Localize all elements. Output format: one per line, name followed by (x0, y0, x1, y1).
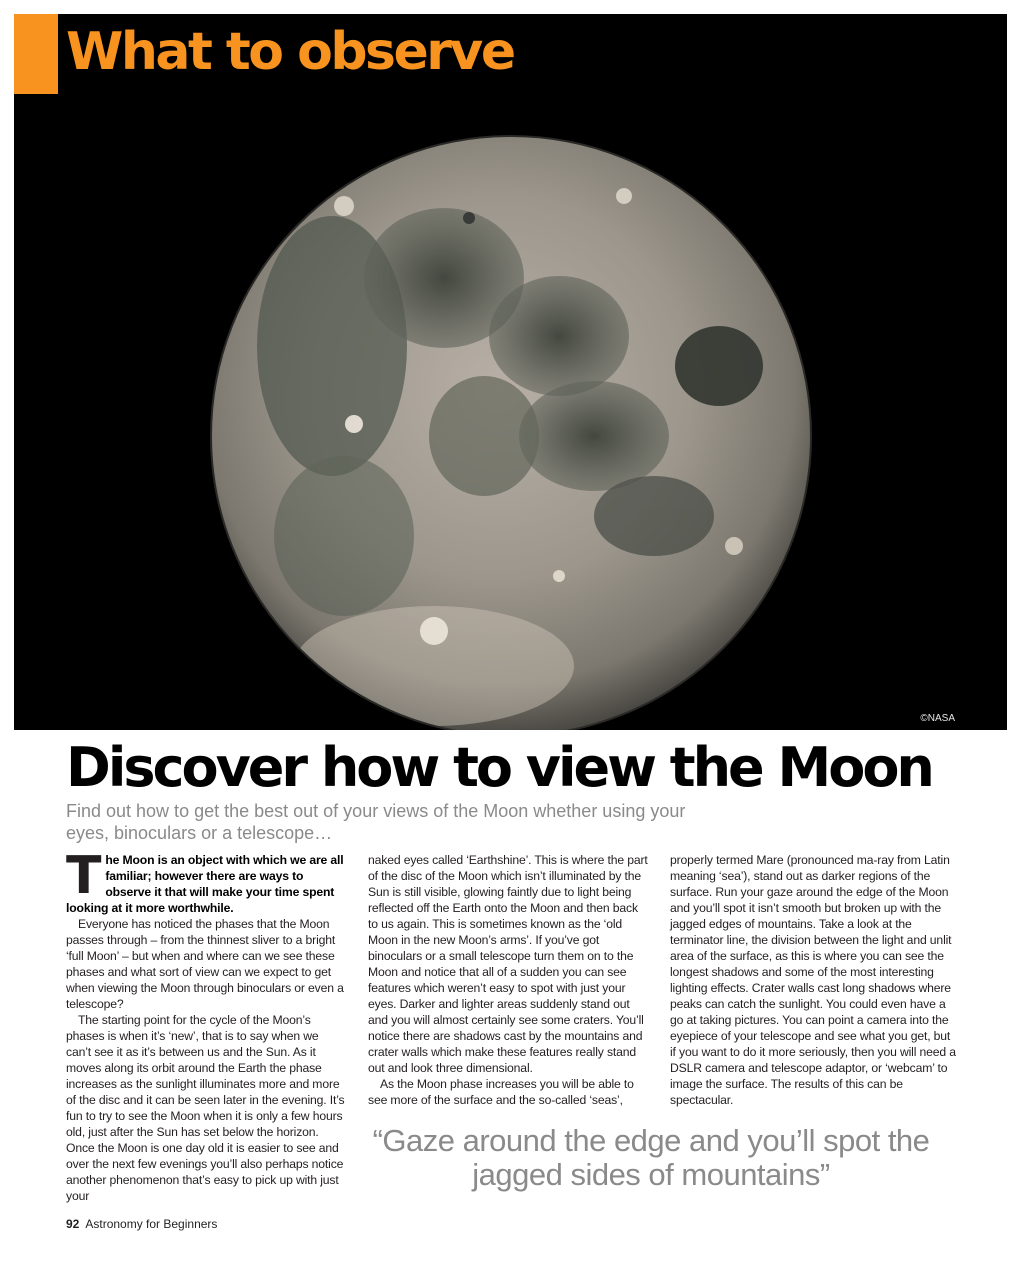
pull-quote: “Gaze around the edge and you’ll spot the jagged sides of mountains” (372, 1123, 930, 1192)
full-moon-icon (14, 106, 1007, 730)
body-column-2 (368, 852, 648, 1108)
header-accent-block (14, 14, 58, 94)
article-headline: Discover how to view the Moon (66, 736, 932, 799)
article-standfirst: Find out how to get the best out of your views of the Moon whether using your eyes, binoculars or a telescope… (66, 801, 686, 843)
body-paragraph: The starting point for the cycle of the Moon’s phases is when it’s ‘new’, that is to say when we can’t see it as it’s between us and the Sun. As it moves along its orbit around the Earth the phase increases as the sunlight illuminates more and more of the disc and it can be seen later in the evening. It’s fun to try to see the Moon when it is only a few hours old, just after the Sun has set below the horizon. Once the Moon is one day old it is easier to see and over the next few evenings you’ll also perhaps notice another phenomenon that’s easy to pick up with just your (66, 1013, 345, 1203)
body-column-3 (670, 852, 958, 1108)
body-paragraph: naked eyes called ‘Earthshine’. This is where the part of the disc of the Moon which isn’t illuminated by the Sun is still visible, glowing faintly due to light being reflected off the Earth onto the Moon and then back to us again. This is sometimes known as the ‘old Moon in the new Moon’s arms’. If you’ve got binoculars or a small telescope turn them on to the Moon and notice that all of a sudden you can see features which weren’t easy to spot with just your eyes. Darker and lighter areas suddenly stand out and you will almost certainly see some craters. You’ll notice there are shadows cast by the mountains and crater walls which make these features really stand out and look three dimensional. (368, 853, 648, 1075)
body-paragraph: properly termed Mare (pronounced ma-ray from Latin meaning ‘sea’), stand out as darker regions of the surface. Run your gaze around the edge of the Moon and you’ll spot it isn’t smooth but broken up with the jagged edges of mountains. Take a look at the terminator line, the division between the light and unlit area of the surface, as this is where you can see the longest shadows and some of the most interesting lighting effects. Crater walls cast long shadows where peaks can catch the sunlight. You could even have a go at taking pictures. You can point a camera into the eyepiece of your telescope and see what you get, but if you want to do it more seriously, then you will need a DSLR camera and telescope adaptor, or ‘webcam’ to image the surface. The results of this can be spectacular. (670, 853, 956, 1107)
photo-credit: ©NASA (920, 713, 955, 724)
body-paragraph: Everyone has noticed the phases that the Moon passes through – from the thinnest sliver to a bright ‘full Moon’ – but when and where can we see these phases and what sort of view can we expect to get when viewing the Moon through binoculars or even a telescope? (66, 917, 344, 1011)
intro-paragraph (66, 846, 346, 916)
page-footer (66, 1217, 217, 1231)
publication-name: Astronomy for Beginners (85, 1217, 218, 1231)
page-number: 92 (66, 1217, 80, 1231)
body-paragraph: As the Moon phase increases you will be able to see more of the surface and the so-called ‘seas’, (368, 1077, 634, 1107)
drop-cap: T (66, 846, 102, 906)
intro-text: he Moon is an object with which we are all familiar; however there are ways to observe it that will make your time spent looking at it more worthwhile. (66, 853, 344, 915)
section-title: What to observe (66, 22, 514, 82)
body-column-1 (66, 846, 346, 1204)
moon-photo (14, 106, 1007, 730)
